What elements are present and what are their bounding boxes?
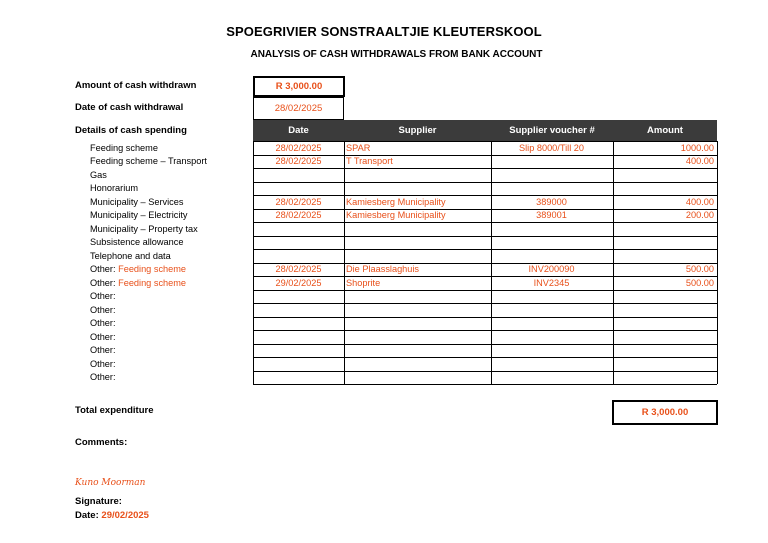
row-date[interactable]: 28/02/2025	[275, 156, 322, 166]
row-category	[90, 223, 198, 237]
row-voucher[interactable]: Slip 8000/Till 20	[518, 142, 585, 153]
date-label: Date of cash withdrawal	[75, 102, 184, 113]
row-voucher[interactable]: 389001	[536, 210, 567, 220]
row-supplier[interactable]: Kamiesberg Municipality	[346, 196, 446, 207]
row-amount[interactable]: 200.00	[685, 210, 714, 220]
row-voucher[interactable]	[491, 304, 612, 318]
row-category-label: Subsistence allowance	[90, 237, 184, 247]
row-category	[90, 317, 116, 331]
row-category-label: Honorarium	[90, 183, 138, 193]
row-category-label: Other:	[90, 345, 116, 355]
row-supplier[interactable]: Kamiesberg Municipality	[346, 210, 446, 220]
table-column-line	[344, 141, 345, 384]
row-category	[90, 371, 116, 385]
row-voucher[interactable]	[491, 250, 612, 264]
row-supplier[interactable]	[346, 304, 490, 318]
row-category	[90, 250, 171, 264]
row-amount[interactable]: 500.00	[685, 277, 714, 288]
row-amount[interactable]	[613, 371, 714, 385]
row-date[interactable]	[253, 250, 344, 264]
row-amount[interactable]	[613, 317, 714, 331]
signed-date-label: Date:	[75, 510, 99, 521]
row-date[interactable]: 29/02/2025	[275, 277, 322, 288]
row-voucher[interactable]: INV200090	[528, 264, 575, 274]
row-category-label: Municipality – Services	[90, 196, 184, 207]
row-date[interactable]	[253, 344, 344, 358]
row-supplier[interactable]	[346, 250, 490, 264]
row-category-label: Other:	[90, 331, 116, 342]
row-category-label: Municipality – Property tax	[90, 223, 198, 234]
row-voucher[interactable]	[491, 182, 612, 196]
row-category	[90, 236, 183, 250]
row-category	[90, 142, 158, 156]
row-amount[interactable]	[613, 304, 714, 318]
amount-label: Amount of cash withdrawn	[75, 80, 197, 91]
row-voucher[interactable]	[491, 358, 612, 372]
row-date[interactable]	[253, 236, 344, 250]
row-date[interactable]: 28/02/2025	[275, 210, 322, 220]
row-amount[interactable]	[613, 236, 714, 250]
total-field[interactable]: R 3,000.00	[612, 400, 718, 425]
row-amount[interactable]	[613, 358, 714, 372]
row-supplier[interactable]	[346, 317, 490, 331]
signed-date	[75, 510, 149, 521]
row-category-label: Municipality – Electricity	[90, 210, 188, 220]
row-voucher[interactable]	[491, 169, 612, 183]
row-supplier[interactable]	[346, 182, 490, 196]
row-category-label: Other:	[90, 358, 116, 369]
row-category-detail: Feeding scheme	[118, 264, 187, 274]
row-category-label: Gas	[90, 169, 107, 180]
row-date[interactable]	[253, 223, 344, 237]
signature-label: Signature:	[75, 496, 122, 507]
row-amount[interactable]	[613, 182, 714, 196]
row-date[interactable]	[253, 331, 344, 345]
row-supplier[interactable]	[346, 358, 490, 372]
header-supplier: Supplier	[344, 120, 491, 141]
row-amount[interactable]: 400.00	[685, 196, 714, 207]
row-category	[90, 344, 116, 358]
row-voucher[interactable]	[491, 331, 612, 345]
row-category	[90, 358, 116, 372]
row-category-label: Feeding scheme	[90, 142, 158, 153]
row-date[interactable]	[253, 317, 344, 331]
row-category	[90, 277, 186, 291]
row-category	[90, 155, 207, 169]
row-voucher[interactable]: INV2345	[533, 277, 570, 288]
row-voucher[interactable]	[491, 344, 612, 358]
row-category	[90, 169, 107, 183]
row-date[interactable]	[253, 304, 344, 318]
row-supplier[interactable]: Shoprite	[346, 277, 381, 288]
row-date[interactable]	[253, 182, 344, 196]
row-amount[interactable]	[613, 223, 714, 237]
row-supplier[interactable]: Die Plaasslaghuis	[346, 264, 420, 274]
row-date[interactable]	[253, 358, 344, 372]
header-voucher: Supplier voucher #	[491, 120, 613, 141]
row-date[interactable]	[253, 371, 344, 385]
row-amount[interactable]	[613, 331, 714, 345]
row-amount[interactable]	[613, 169, 714, 183]
row-supplier[interactable]: T Transport	[346, 156, 393, 166]
page-title: SPOEGRIVIER SONSTRAALTJIE KLEUTERSKOOL	[226, 24, 542, 39]
row-amount[interactable]: 1000.00	[680, 142, 714, 153]
row-date[interactable]: 28/02/2025	[275, 264, 322, 274]
signed-date-value: 29/02/2025	[101, 510, 149, 521]
row-date[interactable]: 28/02/2025	[275, 142, 322, 153]
row-date[interactable]: 28/02/2025	[275, 196, 322, 207]
row-amount[interactable]	[613, 250, 714, 264]
row-supplier[interactable]	[346, 169, 490, 183]
row-supplier[interactable]	[346, 344, 490, 358]
row-category-label: Other:	[90, 264, 116, 274]
amount-field[interactable]: R 3,000.00	[253, 76, 345, 97]
row-amount[interactable]	[613, 290, 714, 304]
row-date[interactable]	[253, 169, 344, 183]
signature-image: Kuno Moorman	[75, 478, 146, 488]
row-category-label: Other:	[90, 277, 116, 288]
row-amount[interactable]: 500.00	[685, 264, 714, 274]
row-voucher[interactable]	[491, 223, 612, 237]
row-voucher[interactable]	[491, 371, 612, 385]
details-label: Details of cash spending	[75, 125, 187, 136]
header-date: Date	[253, 120, 344, 141]
header-amount: Amount	[613, 120, 717, 141]
row-category	[90, 209, 188, 223]
row-amount[interactable]	[613, 344, 714, 358]
row-category-label: Other:	[90, 372, 116, 382]
row-category-label: Feeding scheme – Transport	[90, 156, 207, 166]
row-supplier[interactable]	[346, 290, 490, 304]
row-category-label: Telephone and data	[90, 250, 171, 261]
row-amount[interactable]: 400.00	[685, 156, 714, 166]
row-supplier[interactable]: SPAR	[346, 142, 371, 153]
row-voucher[interactable]	[491, 317, 612, 331]
row-voucher[interactable]	[491, 236, 612, 250]
row-supplier[interactable]	[346, 371, 490, 385]
row-supplier[interactable]	[346, 331, 490, 345]
date-field[interactable]: 28/02/2025	[253, 97, 344, 120]
row-category-label: Other:	[90, 304, 116, 315]
row-category	[90, 331, 116, 345]
row-category	[90, 290, 116, 304]
row-category	[90, 304, 116, 318]
row-supplier[interactable]	[346, 236, 490, 250]
table-column-line	[717, 141, 718, 384]
row-supplier[interactable]	[346, 223, 490, 237]
page-subtitle: ANALYSIS OF CASH WITHDRAWALS FROM BANK ACCOUNT	[250, 49, 543, 60]
row-category-detail: Feeding scheme	[118, 277, 187, 288]
row-date[interactable]	[253, 290, 344, 304]
row-category	[90, 263, 186, 277]
row-category	[90, 196, 183, 210]
comments-label: Comments:	[75, 437, 128, 448]
row-category	[90, 182, 138, 196]
row-category-label: Other:	[90, 291, 116, 301]
row-category-label: Other:	[90, 318, 116, 328]
row-voucher[interactable]: 389000	[536, 196, 567, 207]
total-label: Total expenditure	[75, 405, 154, 416]
row-voucher[interactable]	[491, 155, 612, 169]
row-voucher[interactable]	[491, 290, 612, 304]
